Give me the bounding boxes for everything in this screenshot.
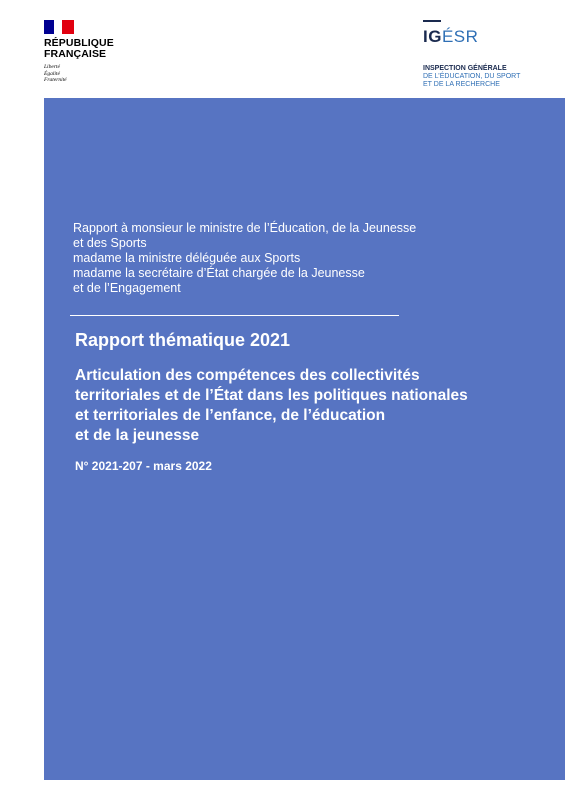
motto-liberte: Liberté [44, 64, 60, 70]
title-line: Articulation des compétences des collectivités [75, 367, 420, 384]
title-line: et territoriales de l’enfance, de l’éducation [75, 407, 386, 424]
report-recipients [73, 221, 503, 296]
igesr-logo [423, 20, 543, 89]
recipient-line: madame la ministre déléguée aux Sports [73, 251, 301, 265]
recipient-line: madame la secrétaire d’État chargée de la Jeunesse [73, 266, 365, 280]
igesr-acronym-ig: IG [423, 27, 442, 46]
cover-panel [44, 98, 565, 780]
recipient-line: et de l’Engagement [73, 281, 181, 295]
title-line: et de la jeunesse [75, 427, 200, 444]
recipient-line: et des Sports [73, 236, 147, 250]
motto-egalite: Égalité [44, 70, 60, 77]
igesr-full-name-line3: ET DE LA RECHERCHE [423, 81, 500, 88]
republique-motto [44, 64, 134, 84]
report-reference: N° 2021-207 - mars 2022 [75, 459, 212, 473]
igesr-logo-bar [423, 20, 441, 22]
marianne-flag-icon [44, 20, 74, 34]
rf-name-line2: FRANÇAISE [44, 48, 107, 60]
igesr-acronym-esr: ÉSR [441, 27, 479, 46]
title-divider [70, 315, 399, 316]
republique-francaise-logo [44, 20, 134, 84]
igesr-full-name-line1: INSPECTION GÉNÉRALE [423, 65, 507, 72]
republique-francaise-name [44, 38, 134, 60]
igesr-full-name [423, 65, 543, 89]
igesr-acronym [423, 28, 543, 46]
report-title [75, 366, 545, 446]
igesr-full-name-line2: DE L’ÉDUCATION, DU SPORT [423, 73, 521, 80]
title-line: territoriales et de l’État dans les politiques nationales [75, 387, 468, 404]
rf-name-line1: RÉPUBLIQUE [44, 37, 114, 49]
recipient-line: Rapport à monsieur le ministre de l’Éducation, de la Jeunesse [73, 221, 417, 235]
report-type: Rapport thématique 2021 [75, 330, 291, 350]
motto-fraternite: Fraternité [44, 77, 67, 83]
